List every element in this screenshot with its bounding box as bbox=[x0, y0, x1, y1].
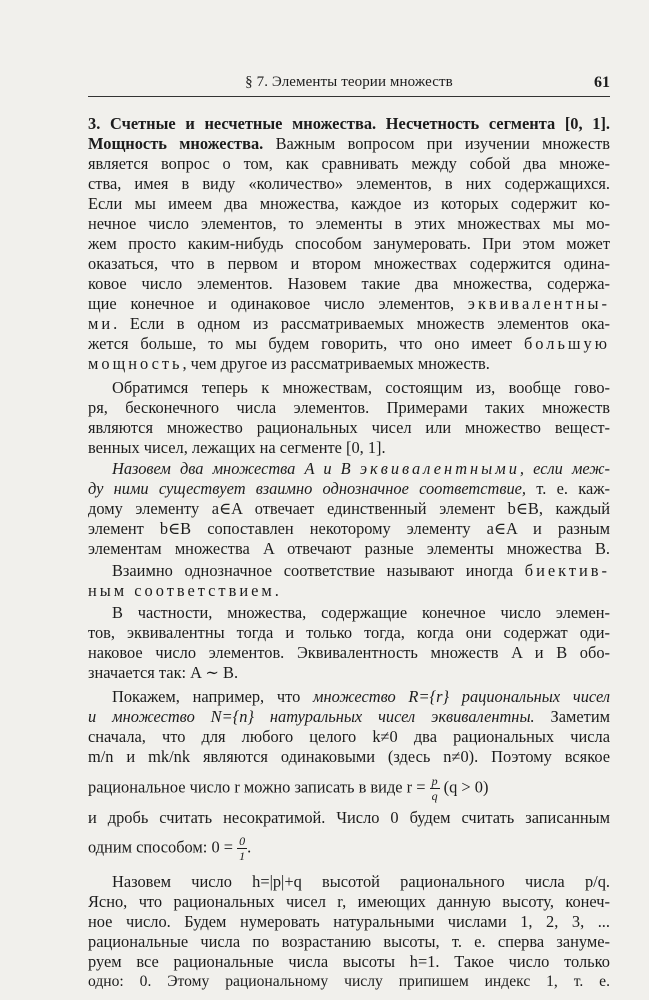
text-line: ным соответствием. bbox=[88, 581, 282, 600]
fraction-denominator: 1 bbox=[239, 849, 246, 863]
text-line bbox=[88, 134, 610, 154]
text-line: Обратимся теперь к множествам, состоящим из, вообще гово- bbox=[112, 378, 610, 397]
italic-text: Назовем два множества A и B bbox=[112, 459, 360, 478]
italic-text: множество R={r} рациональных чисел bbox=[313, 687, 610, 706]
italic-text: , если меж- bbox=[519, 459, 610, 478]
text-line: тов, эквивалентны тогда и только тогда, когда они содержат оди- bbox=[88, 623, 610, 642]
text-line bbox=[88, 707, 610, 727]
text-span: т. е. каж- bbox=[526, 479, 611, 498]
text-line: и дробь считать несократимой. Число 0 будем считать записанным bbox=[88, 808, 610, 827]
text-span: Заметим bbox=[534, 707, 610, 726]
spaced-term: большую bbox=[523, 334, 610, 353]
text-span: щие конечное и одинаковое число элементов, bbox=[88, 294, 468, 313]
text-line: элементам множества A отвечают разные элементы множества B. bbox=[88, 539, 610, 558]
text-line: ковое число элементов. Назовем такие два множества, содержа- bbox=[88, 274, 610, 293]
fraction bbox=[237, 834, 247, 863]
text-line: одно: 0. Этому рациональному числу припишем индекс 1, т. е. bbox=[88, 973, 610, 990]
text-line: В частности, множества, содержащие конечное число элемен- bbox=[112, 603, 610, 622]
text-span: Взаимно однозначное соответствие называют иногда bbox=[112, 561, 525, 580]
text-line: является вопрос о том, как сравнивать между собой два множе- bbox=[88, 154, 610, 173]
fraction-numerator: p bbox=[431, 774, 438, 788]
section-title-part: Мощность множества. bbox=[88, 134, 264, 153]
text-line: ное число. Будем нумеровать натуральными числами 1, 2, 3, ... bbox=[88, 912, 610, 931]
running-head: § 7. Элементы теории множеств bbox=[245, 74, 453, 90]
text-line bbox=[88, 294, 610, 314]
text-line: жем просто каким-нибудь способом занумеровать. При этом может bbox=[88, 234, 610, 253]
fraction-denominator: q bbox=[431, 789, 438, 803]
text-line: ства, имея в виду «количество» элементов, в них содержащихся. bbox=[88, 174, 610, 193]
text-line: значается так: A ∼ B. bbox=[88, 663, 239, 682]
text-span: (q > 0) bbox=[439, 777, 489, 797]
text-line: руем все рациональные числа высоты h=1. Такое число только bbox=[88, 952, 610, 971]
spaced-term: эквивалентными bbox=[359, 459, 520, 478]
text-span: жется больше, то мы будем говорить, что оно имеет bbox=[88, 334, 524, 353]
italic-text: ду ними существует взаимно однозначное соответствие, bbox=[88, 479, 527, 498]
fraction-numerator: 0 bbox=[239, 834, 246, 848]
text-span: рациональное число r можно записать в виде r = bbox=[88, 777, 430, 797]
text-line: венных чисел, лежащих на сегменте [0, 1]. bbox=[88, 438, 386, 457]
text-line: дому элементу a∈A отвечает единственный элемент b∈B, каждый bbox=[88, 499, 610, 518]
page-number: 61 bbox=[594, 74, 610, 91]
section-title-line-1: 3. Счетные и несчетные множества. Несчетность сегмента [0, 1]. bbox=[88, 114, 610, 133]
text-span: Покажем, например, что bbox=[112, 687, 314, 706]
text-line: Ясно, что рациональных чисел r, имеющих данную высоту, конеч- bbox=[88, 892, 610, 911]
spaced-term: биектив- bbox=[524, 561, 610, 580]
text-line bbox=[88, 561, 610, 581]
formula-line bbox=[88, 774, 610, 803]
text-span: одним способом: 0 = bbox=[88, 837, 238, 857]
text-line: рациональные числа по возрастанию высоты, т. е. сперва зануме- bbox=[88, 932, 610, 951]
text-line: Если мы имеем два множества, каждое из которых содержит ко- bbox=[88, 194, 610, 213]
text-line: Назовем число h=|p|+q высотой рационального числа p/q. bbox=[112, 872, 610, 891]
text-line bbox=[88, 354, 610, 374]
text-line: нечное число элементов, то элементы в этих множествах мы мо- bbox=[88, 214, 610, 233]
text-line: сначала, что для любого целого k≠0 два рациональных числа bbox=[88, 727, 610, 746]
text-span: , чем другое из рассматриваемых множеств. bbox=[182, 354, 490, 373]
text-line bbox=[88, 334, 610, 354]
text-span: . bbox=[247, 837, 252, 857]
text-line bbox=[88, 314, 610, 334]
text-line: наковое число элементов. Эквивалентность множеств A и B обо- bbox=[88, 643, 610, 662]
italic-text: и множество N={n} натуральных чисел эквивалентны. bbox=[88, 707, 535, 726]
header-rule bbox=[88, 96, 610, 97]
text-line: ря, бесконечного числа элементов. Примерами таких множеств bbox=[88, 398, 610, 417]
text-span: Важным вопросом при изучении множеств bbox=[263, 134, 610, 153]
text-span: . Если в одном из рассматриваемых множеств элементов ока- bbox=[113, 314, 610, 333]
spaced-term: ми bbox=[88, 314, 114, 333]
text-line: являются множество рациональных чисел или множество вещест- bbox=[88, 418, 610, 437]
spaced-term: мощность bbox=[88, 354, 183, 373]
text-line: оказаться, что в первом и втором множествах содержится одина- bbox=[88, 254, 610, 273]
fraction bbox=[430, 774, 440, 803]
text-line bbox=[88, 687, 610, 707]
text-line: m/n и mk/nk являются одинаковыми (здесь n≠0). Поэтому всякое bbox=[88, 747, 610, 766]
text-line: элемент b∈B сопоставлен некоторому элементу a∈A и разным bbox=[88, 519, 610, 538]
spaced-term: эквивалентны- bbox=[467, 294, 610, 313]
text-line bbox=[88, 479, 610, 499]
text-line bbox=[88, 459, 610, 479]
formula-line bbox=[88, 834, 610, 863]
page-header bbox=[88, 72, 610, 98]
